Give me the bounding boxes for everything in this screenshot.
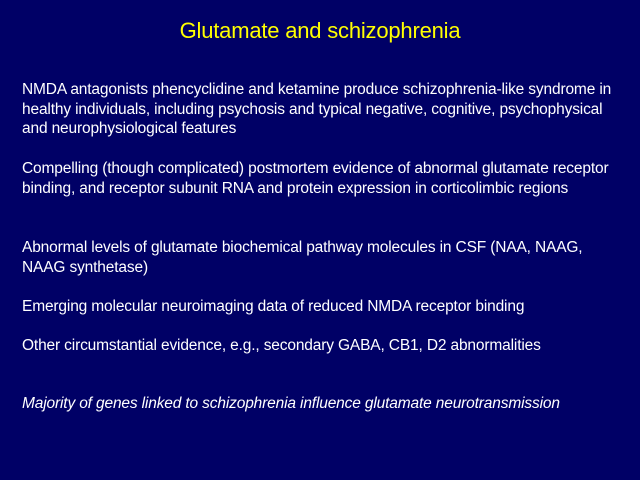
conclusion-statement: Majority of genes linked to schizophrenia influence glutamate neurotransmission (22, 395, 560, 412)
bullet-postmortem-evidence: Compelling (though complicated) postmortem evidence of abnormal glutamate receptor binding, and receptor subunit RNA and protein expression in corticolimbic regions (22, 160, 609, 197)
bullet-circumstantial-evidence: Other circumstantial evidence, e.g., secondary GABA, CB1, D2 abnormalities (22, 337, 541, 354)
bullet-nmda-antagonists: NMDA antagonists phencyclidine and ketamine produce schizophrenia-like syndrome in healthy individuals, including psychosis and typical negative, cognitive, psychophysical and neurophysiological features (22, 81, 612, 137)
bullet-neuroimaging: Emerging molecular neuroimaging data of reduced NMDA receptor binding (22, 298, 525, 315)
slide-title: Glutamate and schizophrenia (179, 18, 461, 43)
bullet-csf-levels: Abnormal levels of glutamate biochemical pathway molecules in CSF (NAA, NAAG, NAAG synthetase) (22, 239, 583, 276)
